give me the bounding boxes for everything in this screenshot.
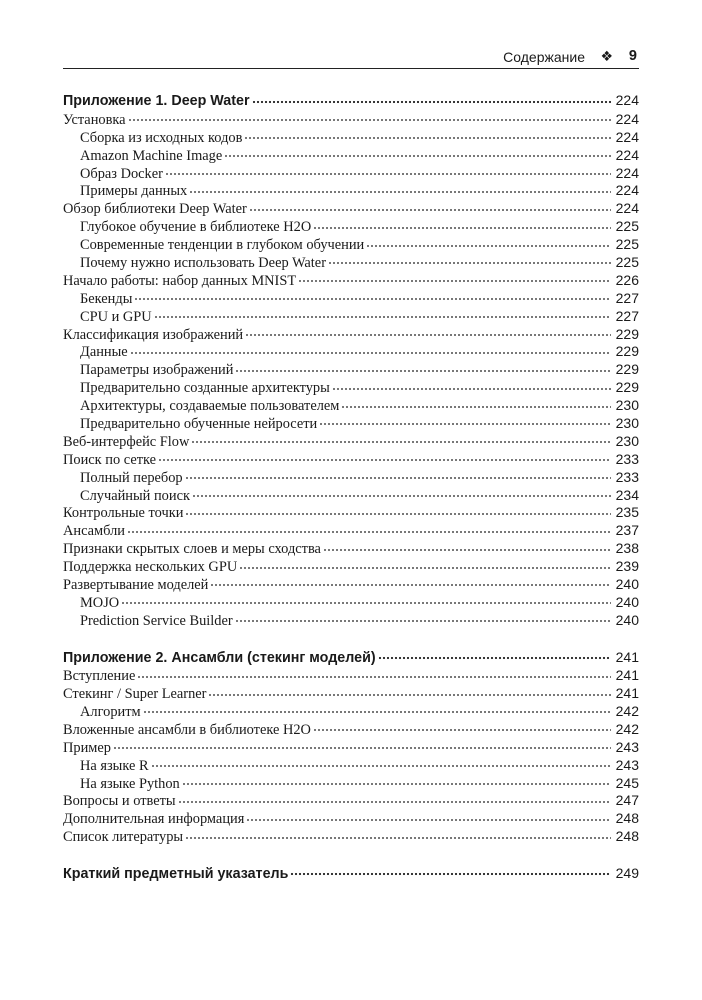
dot-leader: [165, 163, 611, 177]
toc-subentry: [63, 378, 639, 396]
dot-leader: [208, 684, 611, 698]
toc-entry: [63, 684, 639, 702]
toc-entry: [63, 720, 639, 738]
toc-chapter-heading: [63, 647, 639, 666]
toc-section: [63, 864, 639, 883]
toc-page-number: 240: [615, 576, 639, 593]
toc-entry-title: Глубокое обучение в библиотеке H2O: [80, 219, 312, 235]
toc-page-number: 241: [615, 648, 639, 665]
dot-leader: [298, 271, 611, 285]
toc-page-number: 233: [615, 450, 639, 467]
dot-leader: [210, 575, 611, 589]
toc-entry-title: Список литературы: [63, 829, 184, 845]
toc-entry-title: Вложенные ансамбли в библиотеке H2O: [63, 721, 311, 738]
toc-entry-title: На языке Python: [80, 775, 180, 792]
toc-page-number: 227: [615, 307, 639, 324]
toc-subentry: [63, 342, 639, 360]
toc-page-number: 229: [615, 379, 639, 396]
dot-leader: [366, 235, 611, 249]
toc-subentry: [63, 593, 639, 611]
toc-page-number: 238: [615, 540, 639, 557]
toc-entry-title: Обзор библиотеки Deep Water: [63, 201, 247, 217]
dot-leader: [189, 181, 611, 195]
toc-page-number: 224: [615, 146, 639, 163]
dot-leader: [244, 127, 611, 141]
toc-entry-title: Почему нужно использовать Deep Water: [80, 255, 326, 271]
toc-entry-title: Классификация изображений: [63, 326, 244, 343]
toc-subentry: [63, 610, 639, 628]
dot-leader: [328, 253, 611, 267]
dot-leader: [154, 306, 611, 320]
dot-leader: [178, 791, 611, 805]
toc-page-number: 248: [615, 828, 639, 845]
toc-page-number: 247: [615, 792, 639, 809]
toc-entry-title: Алгоритм: [80, 704, 141, 720]
ornament-icon: ❖: [600, 48, 613, 64]
toc-subentry: [63, 485, 639, 503]
toc-entry: [63, 827, 639, 845]
toc-page-number: 224: [615, 128, 639, 145]
dot-leader: [378, 647, 611, 661]
toc-entry-title: Предварительно обученные нейросети: [80, 416, 318, 432]
toc-entry: [63, 503, 639, 521]
toc-entry-title: Примеры данных: [80, 183, 188, 199]
toc-subentry: [63, 217, 639, 235]
toc-entry-title: Сборка из исходных кодов: [80, 129, 243, 146]
toc-subentry: [63, 127, 639, 145]
toc-entry: [63, 110, 639, 128]
dot-leader: [323, 539, 611, 553]
running-header: [63, 44, 639, 69]
toc-page-number: 242: [615, 720, 639, 737]
toc-subentry: [63, 145, 639, 163]
toc-page-number: 239: [615, 558, 639, 575]
toc-entry-title: Бекенды: [80, 290, 133, 307]
toc-page-number: 237: [615, 522, 639, 539]
toc-page-number: 225: [615, 218, 639, 235]
toc-entry-title: Дополнительная информация: [63, 811, 245, 827]
dot-leader: [245, 324, 611, 338]
toc-entry-title: Архитектуры, создаваемые пользователем: [80, 398, 340, 414]
dot-leader: [185, 827, 611, 841]
toc-entry-title: Краткий предметный указатель: [63, 866, 289, 883]
toc-entry: [63, 449, 639, 467]
toc-page-number: 230: [615, 397, 639, 414]
dot-leader: [185, 503, 611, 517]
toc-chapter-heading: [63, 864, 639, 883]
dot-leader: [319, 414, 611, 428]
toc-entry-title: Вопросы и ответы: [63, 793, 176, 809]
toc-subentry: [63, 235, 639, 253]
dot-leader: [121, 593, 611, 607]
toc-subentry: [63, 181, 639, 199]
toc-page-number: 235: [615, 504, 639, 521]
dot-leader: [151, 755, 611, 769]
toc-entry-title: Начало работы: набор данных MNIST: [63, 272, 297, 289]
toc-page-number: 248: [615, 810, 639, 827]
dot-leader: [252, 91, 611, 105]
toc-page-number: 224: [615, 182, 639, 199]
toc-entry-title: Поддержка нескольких GPU: [63, 559, 238, 575]
dot-leader: [134, 288, 611, 302]
toc-subentry: [63, 773, 639, 791]
toc-subentry: [63, 467, 639, 485]
toc-section: [63, 91, 639, 628]
toc-entry: [63, 666, 639, 684]
dot-leader: [239, 557, 611, 571]
toc-page-number: 229: [615, 361, 639, 378]
dot-leader: [185, 467, 611, 481]
toc-page-number: 224: [615, 200, 639, 217]
dot-leader: [158, 449, 611, 463]
toc-page-number: 241: [615, 667, 639, 684]
toc-page-number: 234: [615, 486, 639, 503]
toc-subentry: [63, 702, 639, 720]
toc-entry: [63, 539, 639, 557]
header-title: Содержание: [503, 49, 585, 65]
toc-subentry: [63, 360, 639, 378]
toc-page-number: 241: [615, 685, 639, 702]
toc-entry: [63, 575, 639, 593]
toc-subentry: [63, 163, 639, 181]
toc-entry-title: На языке R: [80, 757, 149, 774]
toc-entry-title: Стекинг / Super Learner: [63, 686, 207, 702]
toc-entry: [63, 521, 639, 539]
dot-leader: [224, 145, 611, 159]
toc-subentry: [63, 755, 639, 773]
dot-leader: [341, 396, 611, 410]
dot-leader: [182, 773, 611, 787]
toc-entry: [63, 809, 639, 827]
toc-entry-title: Случайный поиск: [80, 487, 190, 504]
toc-entry-title: Предварительно созданные архитектуры: [80, 380, 330, 396]
toc-section: [63, 647, 639, 844]
toc-page-number: 227: [615, 289, 639, 306]
dot-leader: [290, 864, 611, 878]
toc-entry-title: Установка: [63, 111, 126, 128]
toc-entry-title: Prediction Service Builder: [80, 612, 233, 629]
toc-entry-title: Признаки скрытых слоев и меры сходства: [63, 541, 321, 557]
toc-subentry: [63, 414, 639, 432]
toc-entry: [63, 432, 639, 450]
toc-entry-title: Поиск по сетке: [63, 451, 157, 468]
toc-entry-title: Контрольные точки: [63, 505, 184, 521]
table-of-contents: [63, 91, 639, 901]
dot-leader: [137, 666, 611, 680]
toc-entry-title: Развертывание моделей: [63, 577, 209, 593]
toc-entry-title: Современные тенденции в глубоком обучении: [80, 237, 365, 253]
header-page-number: 9: [628, 48, 637, 64]
toc-page-number: 230: [615, 415, 639, 432]
toc-subentry: [63, 306, 639, 324]
toc-entry: [63, 791, 639, 809]
toc-page-number: 240: [615, 611, 639, 628]
toc-entry-title: Данные: [80, 344, 128, 360]
dot-leader: [246, 809, 611, 823]
dot-leader: [113, 737, 611, 751]
toc-page-number: 245: [615, 774, 639, 791]
toc-page-number: 224: [615, 164, 639, 181]
toc-entry: [63, 737, 639, 755]
toc-entry-title: Параметры изображений: [80, 362, 234, 378]
toc-entry-title: Приложение 2. Ансамбли (стекинг моделей): [63, 649, 376, 666]
dot-leader: [249, 199, 611, 213]
toc-entry-title: Полный перебор: [80, 469, 183, 486]
toc-page-number: 230: [615, 432, 639, 449]
dot-leader: [235, 360, 611, 374]
toc-entry: [63, 271, 639, 289]
toc-entry-title: Ансамбли: [63, 523, 125, 539]
toc-subentry: [63, 288, 639, 306]
toc-subentry: [63, 396, 639, 414]
toc-page-number: 233: [615, 468, 639, 485]
toc-page-number: 225: [615, 236, 639, 253]
toc-page-number: 224: [615, 110, 639, 127]
dot-leader: [313, 217, 611, 231]
toc-entry-title: Пример: [63, 739, 111, 756]
toc-page-number: 229: [615, 343, 639, 360]
toc-entry-title: Веб-интерфейс Flow: [63, 433, 190, 450]
toc-entry: [63, 557, 639, 575]
toc-page-number: 242: [615, 703, 639, 719]
dot-leader: [235, 610, 611, 624]
toc-page-number: 243: [615, 756, 639, 773]
dot-leader: [130, 342, 611, 356]
toc-page-number: 229: [615, 325, 639, 342]
dot-leader: [192, 485, 611, 499]
toc-subentry: [63, 253, 639, 271]
toc-page-number: 249: [615, 865, 639, 882]
toc-page-number: 224: [615, 92, 639, 109]
dot-leader: [143, 702, 611, 716]
toc-entry-title: Вступление: [63, 668, 136, 684]
toc-entry-title: MOJO: [80, 594, 120, 611]
toc-entry-title: Образ Docker: [80, 165, 163, 182]
toc-entry: [63, 199, 639, 217]
dot-leader: [127, 521, 611, 535]
toc-entry-title: Приложение 1. Deep Water: [63, 93, 250, 110]
toc-page-number: 240: [615, 593, 639, 610]
toc-entry-title: Amazon Machine Image: [80, 147, 223, 164]
dot-leader: [332, 378, 611, 392]
toc-page-number: 226: [615, 271, 639, 288]
dot-leader: [313, 720, 611, 734]
toc-entry: [63, 324, 639, 342]
dot-leader: [191, 432, 611, 446]
toc-page-number: 243: [615, 738, 639, 755]
toc-page-number: 225: [615, 254, 639, 271]
toc-chapter-heading: [63, 91, 639, 110]
toc-entry-title: CPU и GPU: [80, 308, 152, 325]
dot-leader: [128, 110, 611, 124]
